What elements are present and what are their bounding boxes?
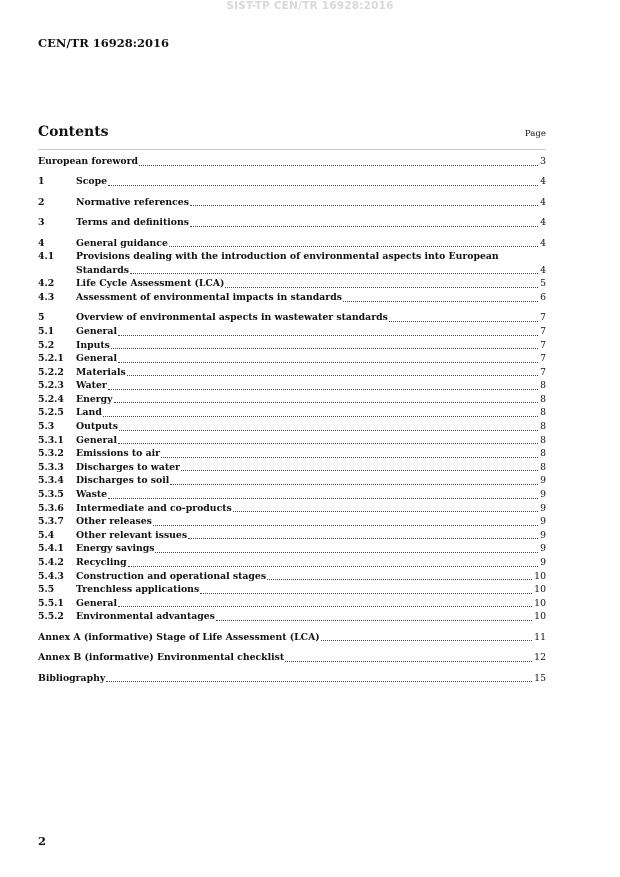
dot-leader <box>190 205 538 206</box>
toc-entry-annex-b[interactable] <box>38 651 546 665</box>
toc-entry-title: Other releases <box>76 516 152 528</box>
dot-leader <box>321 640 532 641</box>
toc-entry-title: General <box>76 597 117 609</box>
toc-entry-5-3-3[interactable] <box>38 461 546 475</box>
toc-entry-annex-a[interactable] <box>38 631 546 645</box>
toc-entry-page: 10 <box>534 584 546 596</box>
toc-entry-title: Life Cycle Assessment (LCA) <box>76 278 225 290</box>
toc-entry-2[interactable] <box>38 196 546 210</box>
toc-entry-page: 4 <box>540 176 546 188</box>
toc-entry-number: 1 <box>38 176 45 188</box>
toc-entry-5-4-3[interactable] <box>38 570 546 584</box>
dot-leader <box>106 681 532 682</box>
toc-entry-5-5[interactable] <box>38 583 546 597</box>
toc-entry-page: 7 <box>540 312 546 324</box>
toc-entry-page: 4 <box>540 237 546 249</box>
dot-leader <box>108 185 538 186</box>
dot-leader <box>153 525 538 526</box>
dot-leader <box>128 566 538 567</box>
dot-leader <box>118 443 538 444</box>
toc-entry-5-3-5[interactable] <box>38 488 546 502</box>
dot-leader <box>389 321 538 322</box>
toc-entry-5-4[interactable] <box>38 529 546 543</box>
toc-entry-number: 5.2.4 <box>38 393 64 405</box>
toc-entry-number: 3 <box>38 217 45 229</box>
toc-entry-5-2-3[interactable] <box>38 379 546 393</box>
toc-entry-number: 5.5.1 <box>38 597 64 609</box>
toc-entry-title: Overview of environmental aspects in wastewater standards <box>76 312 388 324</box>
toc-entry-number: 5.4.1 <box>38 543 64 555</box>
dot-leader <box>225 287 538 288</box>
toc-entry-5-3-1[interactable] <box>38 434 546 448</box>
dot-leader <box>343 301 538 302</box>
toc-entry-5-2-5[interactable] <box>38 406 546 420</box>
toc-entry-title: General <box>76 434 117 446</box>
toc-entry-page: 7 <box>540 339 546 351</box>
dot-leader <box>118 606 532 607</box>
toc-entry-1[interactable] <box>38 175 546 189</box>
toc-entry-title: Outputs <box>76 421 118 433</box>
page-number: 2 <box>38 834 47 848</box>
toc-entry-page: 4 <box>540 264 546 276</box>
toc-entry-number: 4.1 <box>38 251 55 263</box>
toc-entry-5-4-2[interactable] <box>38 556 546 570</box>
toc-entry-number: 5.2.2 <box>38 366 64 378</box>
toc-entry-number: 2 <box>38 196 45 208</box>
toc-entry-number: 5.4.3 <box>38 570 64 582</box>
toc-entry-page: 9 <box>540 502 546 514</box>
dot-leader <box>114 402 539 403</box>
toc-entry-title: Assessment of environmental impacts in standards <box>76 291 342 303</box>
toc-entry-title: Other relevant issues <box>76 529 188 541</box>
toc-entry-page: 10 <box>534 597 546 609</box>
dot-leader <box>118 362 538 363</box>
toc-entry-number: 4 <box>38 237 45 249</box>
toc-entry-title: Normative references <box>76 196 189 208</box>
toc-entry-title: Energy <box>76 393 113 405</box>
toc-entry-page: 8 <box>540 461 546 473</box>
toc-entry-page: 10 <box>534 570 546 582</box>
toc-entry-number: 5.2.1 <box>38 353 64 365</box>
toc-entry-title: Water <box>76 380 107 392</box>
toc-entry-title: General guidance <box>76 237 168 249</box>
toc-entry-page: 10 <box>534 611 546 623</box>
toc-entry-5-2-2[interactable] <box>38 366 546 380</box>
toc-entry-5-3-4[interactable] <box>38 474 546 488</box>
toc-entry-page: 5 <box>540 278 546 290</box>
toc-entry-bibliography[interactable] <box>38 672 546 686</box>
page-column-label: Page <box>524 129 546 139</box>
dot-leader <box>161 457 538 458</box>
toc-entry-title: Waste <box>76 489 108 501</box>
toc-entry-page: 15 <box>534 672 546 684</box>
dot-leader <box>130 273 538 274</box>
toc-entry-number: 5.2 <box>38 339 55 351</box>
toc-entry-page: 7 <box>540 366 546 378</box>
divider <box>38 149 546 150</box>
toc-entry-page: 3 <box>540 156 546 167</box>
toc-entry-title: Bibliography <box>38 672 106 684</box>
dot-leader <box>216 620 532 621</box>
toc-entry-5-3[interactable] <box>38 420 546 434</box>
dot-leader <box>190 226 538 227</box>
toc-entry-page: 7 <box>540 325 546 337</box>
toc-entry-page: 8 <box>540 407 546 419</box>
toc-entry-title: Recycling <box>76 557 127 569</box>
toc-entry-number: 4.2 <box>38 278 55 290</box>
dot-leader <box>139 165 538 166</box>
toc-entry-number: 5.3.4 <box>38 475 64 487</box>
toc-entry-number: 5.3.7 <box>38 516 64 528</box>
toc-entry-title: Environmental advantages <box>76 611 215 623</box>
toc-entry-page: 9 <box>540 516 546 528</box>
toc-entry-number: 5.2.5 <box>38 407 64 419</box>
toc-entry-page: 9 <box>540 557 546 569</box>
toc-entry-number: 4.3 <box>38 291 55 303</box>
dot-leader <box>188 538 538 539</box>
table-of-contents <box>38 155 546 685</box>
dot-leader <box>170 484 538 485</box>
toc-entry-5-3-7[interactable] <box>38 515 546 529</box>
toc-entry-5-3-2[interactable] <box>38 447 546 461</box>
toc-entry-page: 8 <box>540 434 546 446</box>
toc-entry-4[interactable] <box>38 237 546 251</box>
toc-entry-title: Intermediate and co-products <box>76 502 232 514</box>
toc-entry-title: Trenchless applications <box>76 584 200 596</box>
dot-leader <box>108 498 538 499</box>
toc-entry-title: General <box>76 325 117 337</box>
toc-entry-number: 5.2.3 <box>38 380 64 392</box>
toc-entry-5-2-1[interactable] <box>38 352 546 366</box>
toc-entry-page: 9 <box>540 543 546 555</box>
toc-entry-4-2[interactable] <box>38 277 546 291</box>
dot-leader <box>111 348 538 349</box>
dot-leader <box>108 389 538 390</box>
toc-entry-title: Annex B (informative) Environmental checklist <box>38 652 285 664</box>
toc-entry-number: 5.5.2 <box>38 611 64 623</box>
dot-leader <box>233 511 538 512</box>
toc-entry-page: 4 <box>540 196 546 208</box>
toc-entry-page: 8 <box>540 448 546 460</box>
toc-entry-title: Inputs <box>76 339 110 351</box>
toc-entry-title: Materials <box>76 366 126 378</box>
toc-entry-title: Discharges to water <box>76 461 180 473</box>
toc-entry-number: 5.4 <box>38 529 55 541</box>
toc-entry-number: 5.3.5 <box>38 489 64 501</box>
toc-entry-title: Terms and definitions <box>76 217 189 229</box>
toc-entry-foreword[interactable] <box>38 155 546 169</box>
dot-leader <box>200 593 532 594</box>
toc-entry-5-5-1[interactable] <box>38 597 546 611</box>
toc-entry-title: General <box>76 353 117 365</box>
toc-entry-page: 7 <box>540 353 546 365</box>
toc-entry-4-3[interactable] <box>38 291 546 305</box>
toc-entry-number: 5.3 <box>38 421 55 433</box>
toc-entry-page: 9 <box>540 475 546 487</box>
toc-entry-5-5-2[interactable] <box>38 610 546 624</box>
toc-entry-5[interactable] <box>38 311 546 325</box>
toc-entry-5-4-1[interactable] <box>38 542 546 556</box>
toc-entry-title-line1: Provisions dealing with the introduction of environmental aspects into European <box>76 251 499 263</box>
toc-entry-title: Energy savings <box>76 543 155 555</box>
dot-leader <box>181 470 538 471</box>
document-id: CEN/TR 16928:2016 <box>38 36 170 50</box>
toc-entry-number: 5.3.1 <box>38 434 64 446</box>
toc-entry-number: 5.4.2 <box>38 557 64 569</box>
dot-leader <box>155 552 538 553</box>
toc-entry-title: Construction and operational stages <box>76 570 267 582</box>
toc-entry-number: 5.1 <box>38 325 55 337</box>
toc-entry-page: 9 <box>540 489 546 501</box>
dot-leader <box>267 579 532 580</box>
toc-entry-title-line2: Standards <box>76 264 129 276</box>
toc-entry-title: European foreword <box>38 156 138 167</box>
toc-entry-4-1[interactable] <box>38 250 546 277</box>
toc-entry-number: 5.3.3 <box>38 461 64 473</box>
toc-entry-page: 8 <box>540 380 546 392</box>
toc-entry-page: 11 <box>534 631 546 643</box>
dot-leader <box>119 430 538 431</box>
dot-leader <box>118 335 538 336</box>
toc-entry-page: 12 <box>534 652 546 664</box>
toc-entry-title: Discharges to soil <box>76 475 170 487</box>
toc-entry-5-1[interactable] <box>38 325 546 339</box>
toc-entry-page: 9 <box>540 529 546 541</box>
toc-entry-5-3-6[interactable] <box>38 502 546 516</box>
toc-entry-number: 5.3.2 <box>38 448 64 460</box>
toc-entry-number: 5.5 <box>38 584 55 596</box>
dot-leader <box>285 661 532 662</box>
toc-entry-page: 4 <box>540 217 546 229</box>
toc-entry-page: 6 <box>540 291 546 303</box>
dot-leader <box>169 246 538 247</box>
toc-entry-title: Emissions to air <box>76 448 161 460</box>
toc-entry-page: 8 <box>540 421 546 433</box>
toc-entry-5-2-4[interactable] <box>38 393 546 407</box>
toc-entry-number: 5 <box>38 312 45 324</box>
toc-entry-5-2[interactable] <box>38 339 546 353</box>
toc-entry-title: Annex A (informative) Stage of Life Assessment (LCA) <box>38 631 320 643</box>
dot-leader <box>127 375 538 376</box>
toc-entry-3[interactable] <box>38 216 546 230</box>
dot-leader <box>103 416 538 417</box>
contents-heading: Contents <box>38 124 109 140</box>
toc-entry-page: 8 <box>540 393 546 405</box>
toc-entry-title: Scope <box>76 176 107 188</box>
toc-entry-number: 5.3.6 <box>38 502 64 514</box>
toc-entry-title: Land <box>76 407 102 419</box>
watermark: SIST-TP CEN/TR 16928:2016 <box>226 0 394 12</box>
